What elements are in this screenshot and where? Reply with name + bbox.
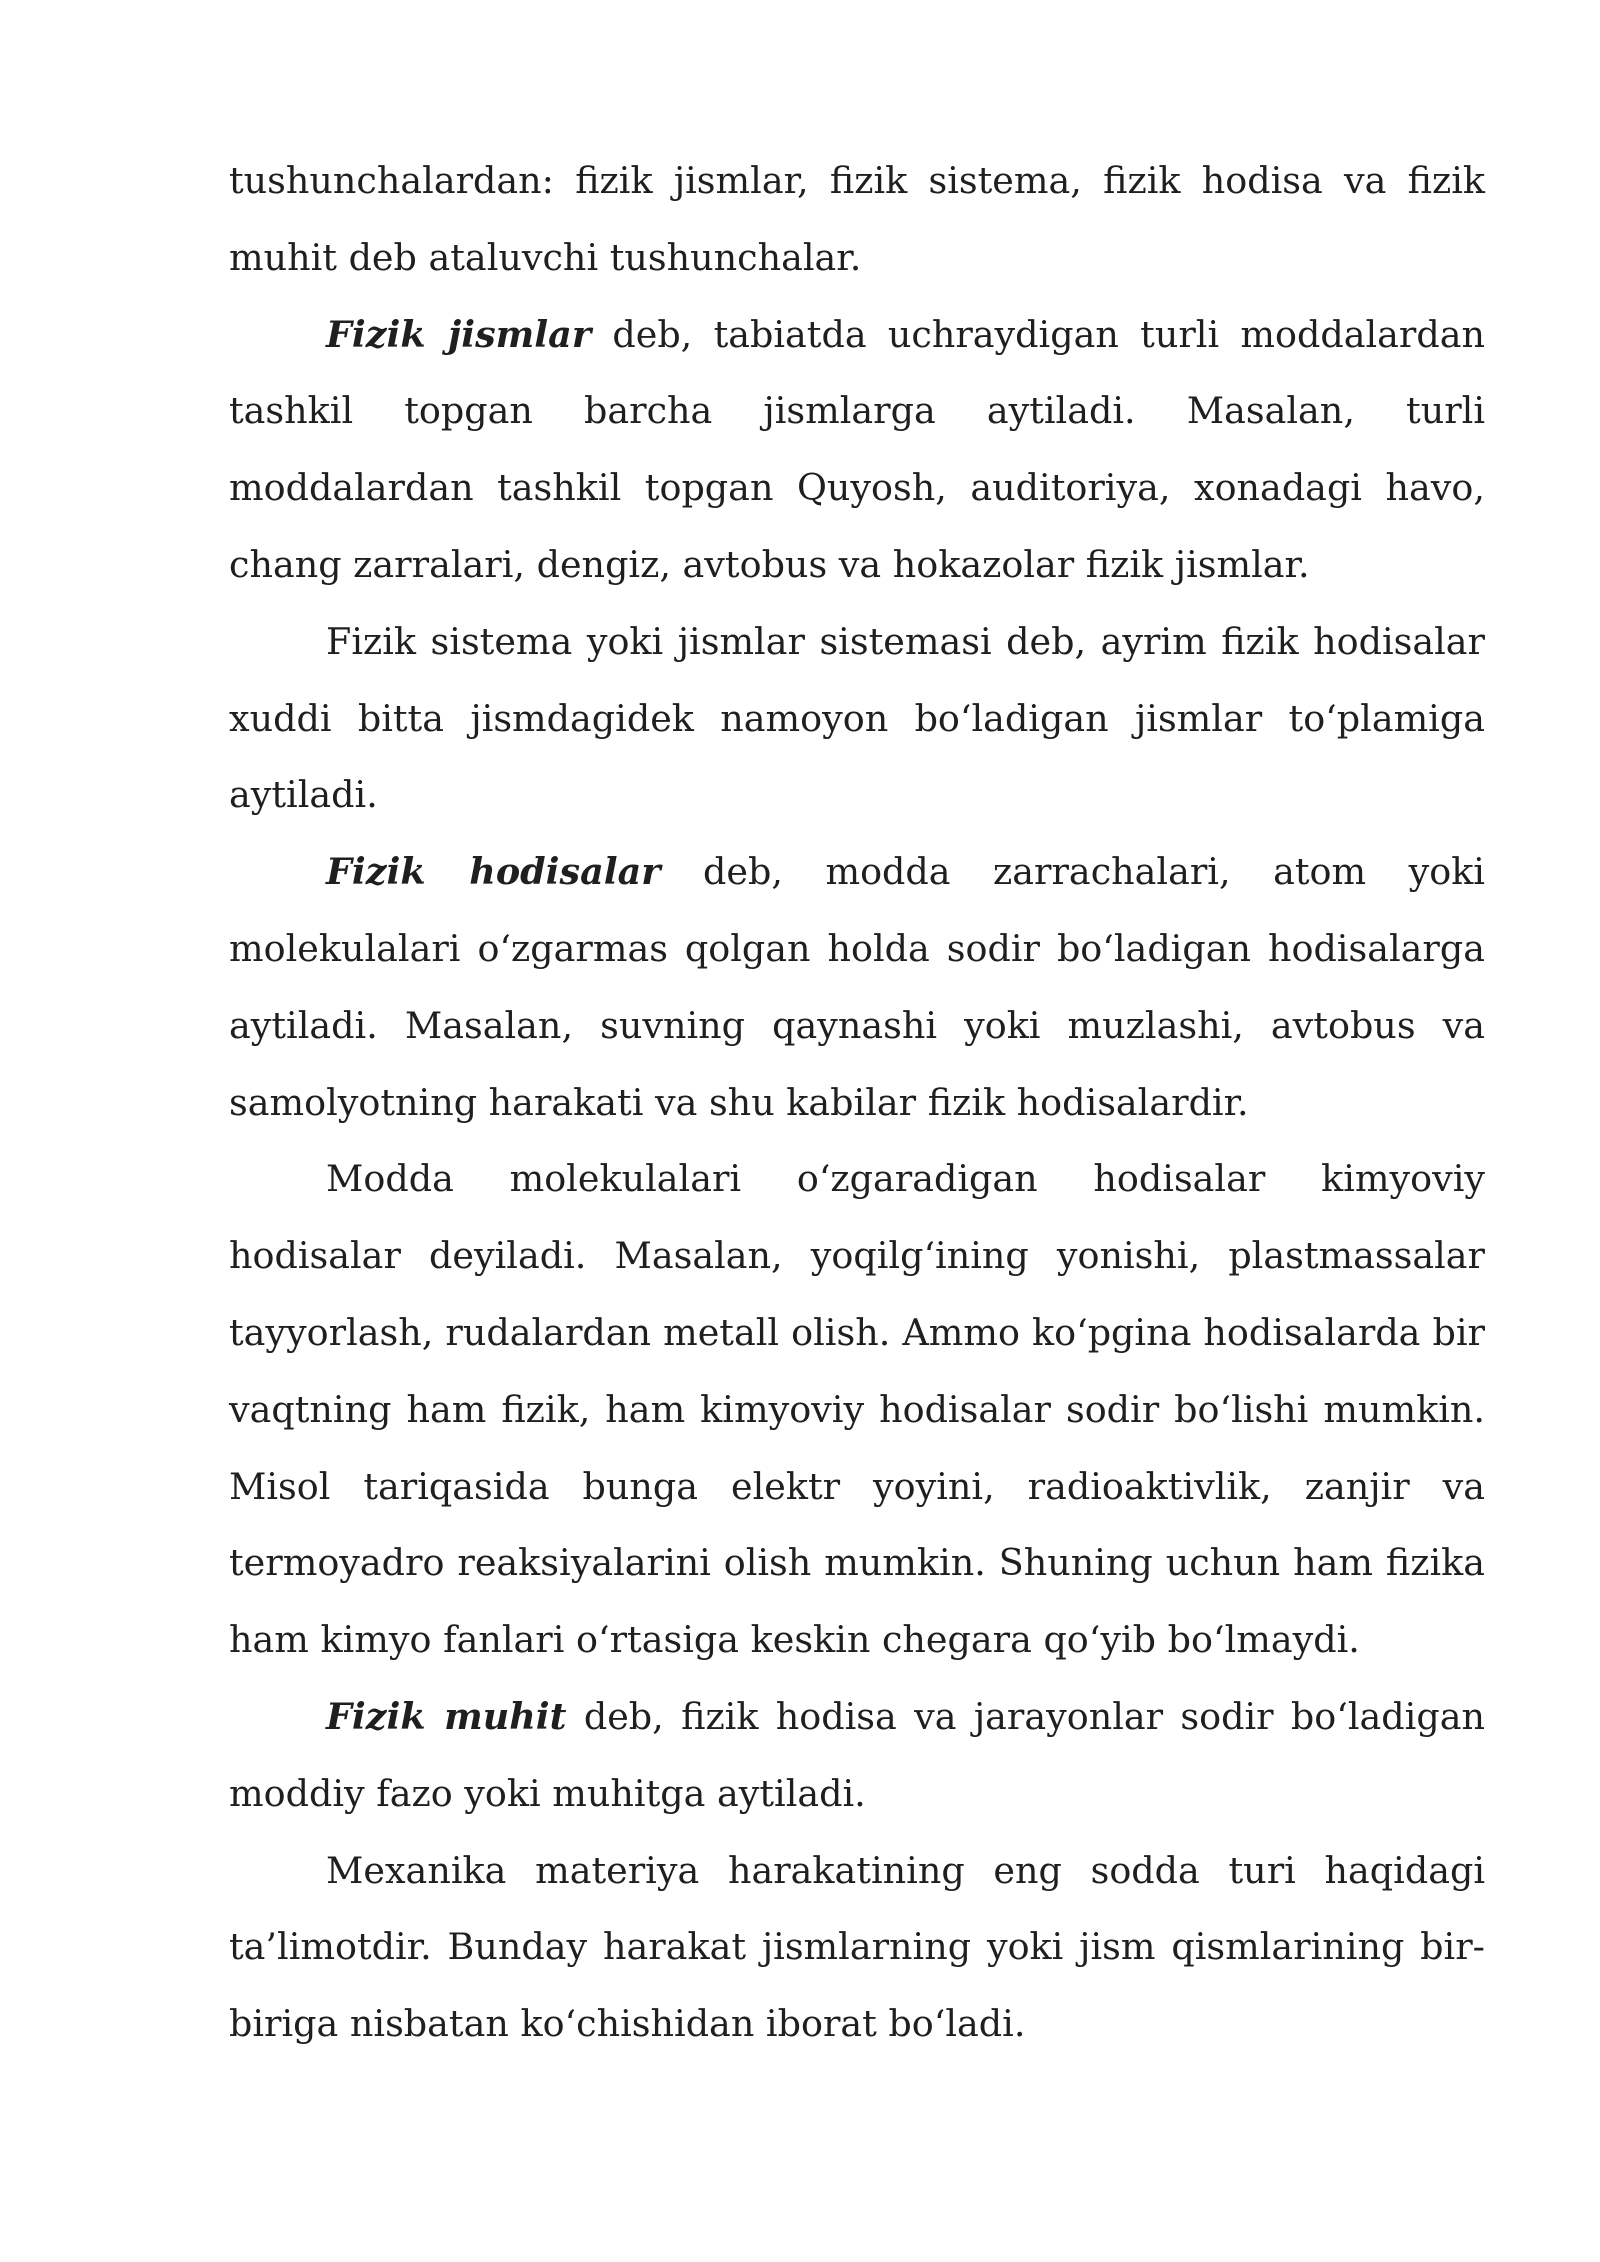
paragraph-fizik-muhit (229, 1679, 1485, 1833)
paragraph-fizik-sistema (229, 604, 1485, 834)
paragraph-kimyoviy-hodisalar (229, 1141, 1485, 1679)
paragraph-mexanika (229, 1833, 1485, 2063)
paragraph-fizik-hodisalar (229, 834, 1485, 1141)
term-fizik-hodisalar: Fizik hodisalar (326, 850, 661, 894)
paragraph-text: Mexanika materiya harakatining eng sodda turi haqidagi ta’limotdir. Bunday harakat jismlarning yoki jism qismlarining bir-biriga nisbatan koʻchishidan iborat boʻladi. (229, 1848, 1485, 2046)
paragraph-fizik-jismlar (229, 297, 1485, 604)
paragraph-intro (229, 143, 1485, 297)
paragraph-text: Fizik sistema yoki jismlar sistemasi deb, ayrim fizik hodisalar xuddi bitta jismdagidek namoyon boʻladigan jismlar toʻplamiga aytiladi. (229, 619, 1485, 817)
paragraph-text: Modda molekulalari oʻzgaradigan hodisalar kimyoviy hodisalar deyiladi. Masalan, yoqilgʻining yonishi, plastmassalar tayyorlash, rudalardan metall olish. Ammo koʻpgina hodisalarda bir vaqtning ham fizik, ham kimyoviy hodisalar sodir boʻlishi mumkin. Misol tariqasida bunga elektr yoyini, radioaktivlik, zanjir va termoyadro reaksiyalarini olish mumkin. Shuning uchun ham fizika ham kimyo fanlari oʻrtasiga keskin chegara qoʻyib boʻlmaydi. (229, 1157, 1485, 1662)
paragraph-text: deb, fizik hodisa va jarayonlar sodir boʻladigan moddiy fazo yoki muhitga aytiladi. (229, 1694, 1485, 1815)
document-page (229, 143, 1485, 2063)
paragraph-text: deb, modda zarrachalari, atom yoki molekulalari oʻzgarmas qolgan holda sodir boʻladigan hodisalarga aytiladi. Masalan, suvning qaynashi yoki muzlashi, avtobus va samolyotning harakati va shu kabilar fizik hodisalardir. (229, 850, 1485, 1124)
term-fizik-muhit: Fizik muhit (326, 1694, 567, 1738)
term-fizik-jismlar: Fizik jismlar (326, 312, 592, 356)
paragraph-text: deb, tabiatda uchraydigan turli moddalardan tashkil topgan barcha jismlarga aytiladi. Masalan, turli moddalardan tashkil topgan Quyosh, auditoriya, xonadagi havo, chang zarralari, dengiz, avtobus va hokazolar fizik jismlar. (229, 312, 1486, 586)
paragraph-text: tushunchalardan: fizik jismlar, fizik sistema, fizik hodisa va fizik muhit deb ataluvchi tushunchalar. (229, 159, 1485, 279)
